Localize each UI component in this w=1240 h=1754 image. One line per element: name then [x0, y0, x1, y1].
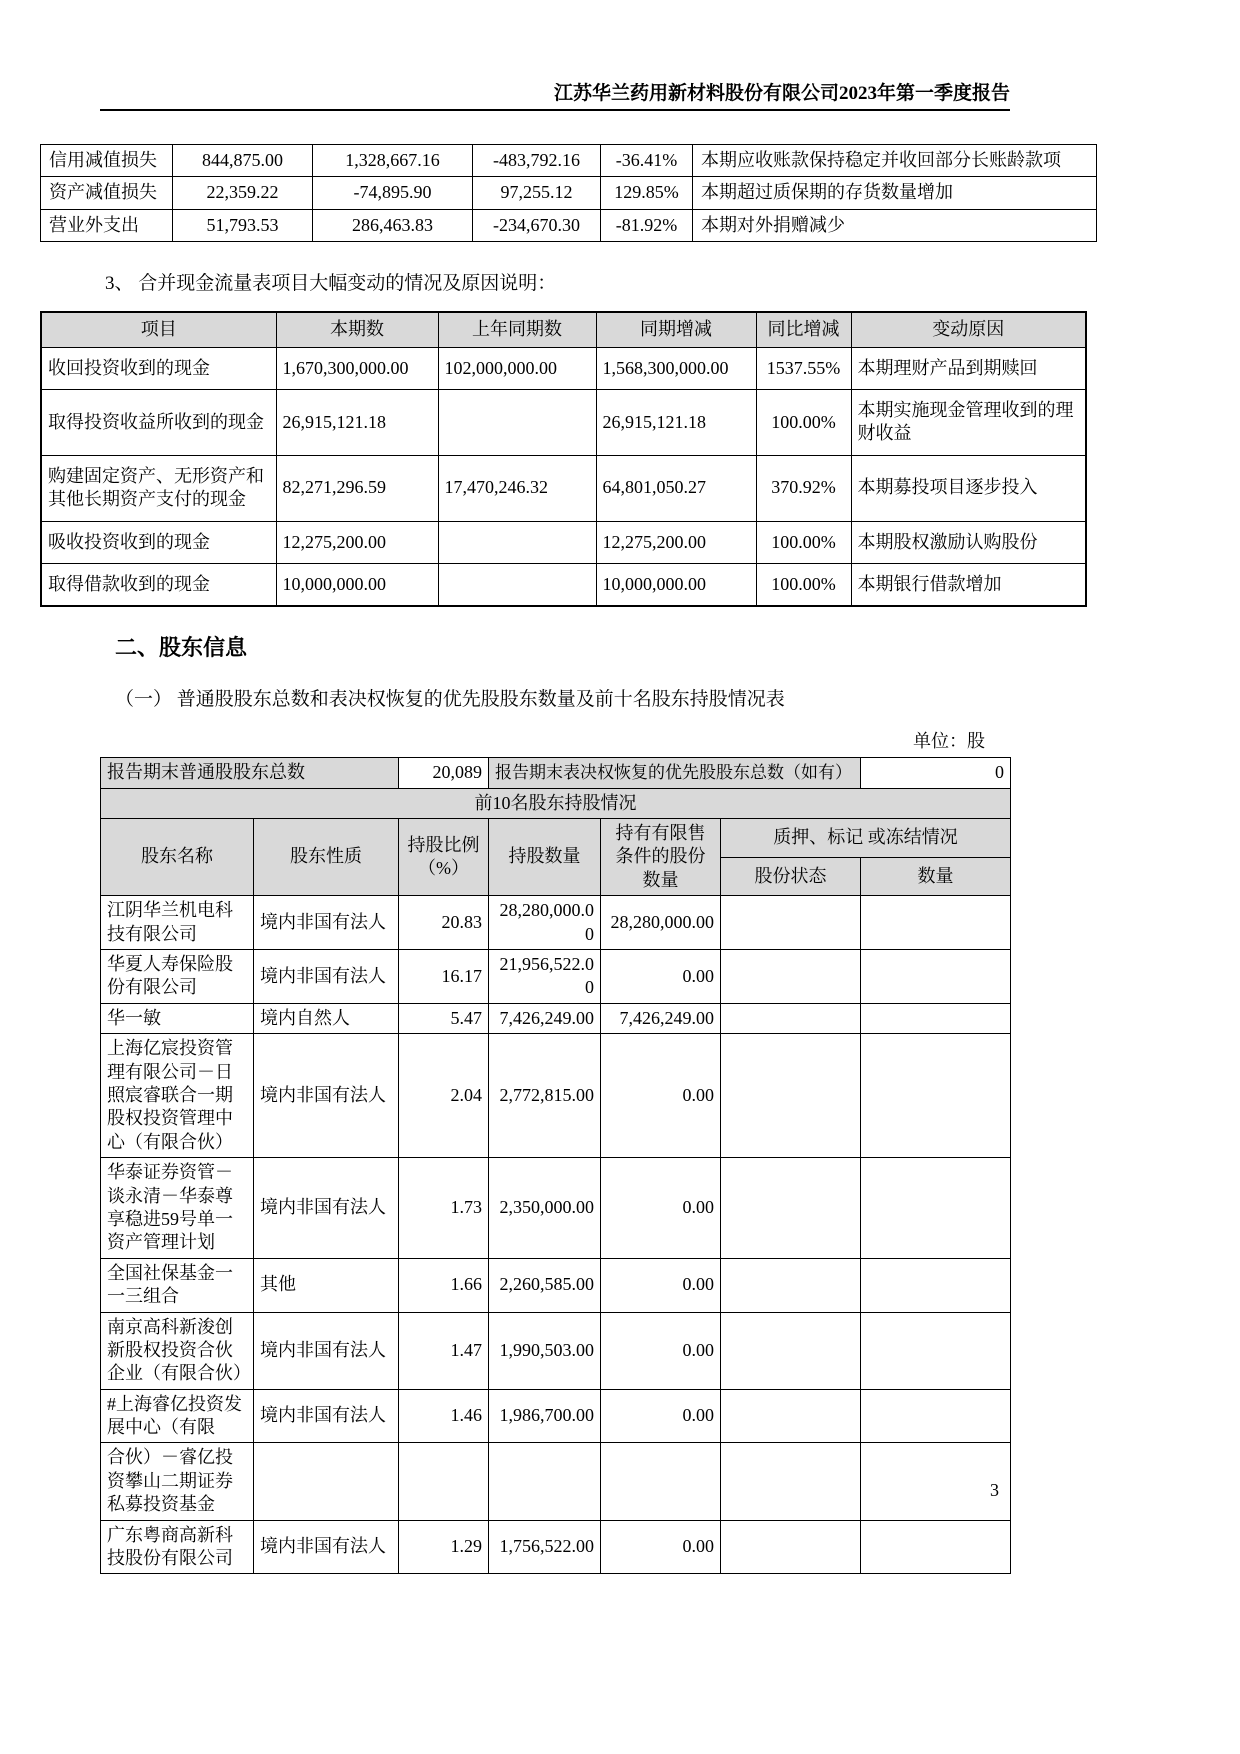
- cell-current: 26,915,121.18: [276, 389, 438, 455]
- table-row: [41, 521, 1086, 563]
- cell-ratio: 20.83: [399, 896, 489, 950]
- col-header-share-status: 股份状态: [721, 857, 861, 896]
- col-header-pledge: 质押、标记 或冻结情况: [721, 819, 1011, 858]
- common-shareholders-total-value: 20,089: [399, 758, 489, 788]
- cell-restricted: 28,280,000.00: [601, 896, 721, 950]
- cell-ratio: 16.17: [399, 950, 489, 1004]
- cell-quantity: 1,990,503.00: [489, 1312, 601, 1389]
- cell-restricted: 0.00: [601, 1258, 721, 1312]
- shareholder-row: [101, 1003, 1011, 1033]
- shareholder-row: [101, 1443, 1011, 1520]
- cell-quantity: [489, 1443, 601, 1520]
- cell-change-pct: 1537.55%: [756, 347, 851, 389]
- shareholder-row: [101, 896, 1011, 950]
- cell-amount: [861, 950, 1011, 1004]
- cell-share-status: [721, 1389, 861, 1443]
- page-number: 3: [990, 1480, 999, 1500]
- cell-item: 取得借款收到的现金: [41, 563, 276, 606]
- cell-share-status: [721, 1312, 861, 1389]
- cell-change: 1,568,300,000.00: [596, 347, 756, 389]
- cell-current: 10,000,000.00: [276, 563, 438, 606]
- cell-ratio: 5.47: [399, 1003, 489, 1033]
- preferred-shareholders-total-value: 0: [861, 758, 1011, 788]
- section-heading: 二、股东信息: [115, 635, 248, 661]
- cell-amount: [861, 1258, 1011, 1312]
- col-header-nature: 股东性质: [254, 819, 399, 896]
- cashflow-note-title: 3、 合并现金流量表项目大幅变动的情况及原因说明：: [105, 273, 557, 295]
- cell-current: 82,271,296.59: [276, 455, 438, 521]
- cell-change: -483,792.16: [473, 145, 601, 177]
- col-header-restricted: 持有有限售条件的股份数量: [601, 819, 721, 896]
- cell-prior: 286,463.83: [313, 209, 473, 241]
- cell-item: 资产减值损失: [41, 177, 173, 209]
- cell-current: 844,875.00: [173, 145, 313, 177]
- cell-item: 营业外支出: [41, 209, 173, 241]
- cell-reason: 本期超过质保期的存货数量增加: [693, 177, 1097, 209]
- cell-share-status: [721, 1258, 861, 1312]
- cell-restricted: 0.00: [601, 1312, 721, 1389]
- col-header-reason: 变动原因: [851, 312, 1086, 347]
- cell-quantity: 1,756,522.00: [489, 1520, 601, 1574]
- cell-ratio: 1.66: [399, 1258, 489, 1312]
- cell-shareholder-name: #上海睿亿投资发展中心（有限: [101, 1389, 254, 1443]
- cell-change: -234,670.30: [473, 209, 601, 241]
- cell-quantity: 21,956,522.00: [489, 950, 601, 1004]
- preferred-shareholders-total-label: 报告期末表决权恢复的优先股股东总数（如有）: [489, 758, 861, 788]
- cell-change-pct: 370.92%: [756, 455, 851, 521]
- cell-nature: [254, 1443, 399, 1520]
- cell-reason: 本期应收账款保持稳定并收回部分长账龄款项: [693, 145, 1097, 177]
- common-shareholders-total-label: 报告期末普通股股东总数: [101, 758, 399, 788]
- cell-nature: 境内非国有法人: [254, 1389, 399, 1443]
- cell-current: 51,793.53: [173, 209, 313, 241]
- cell-quantity: 2,772,815.00: [489, 1034, 601, 1158]
- col-header-prior: 上年同期数: [438, 312, 596, 347]
- cell-ratio: 1.29: [399, 1520, 489, 1574]
- table-row: [41, 389, 1086, 455]
- col-header-current: 本期数: [276, 312, 438, 347]
- shareholder-row: [101, 950, 1011, 1004]
- col-header-item: 项目: [41, 312, 276, 347]
- cell-quantity: 28,280,000.00: [489, 896, 601, 950]
- cell-amount: [861, 1003, 1011, 1033]
- table-row: [41, 209, 1097, 241]
- col-header-amount: 数量: [861, 857, 1011, 896]
- cell-ratio: 2.04: [399, 1034, 489, 1158]
- cell-change: 10,000,000.00: [596, 563, 756, 606]
- shareholder-row: [101, 1312, 1011, 1389]
- cell-nature: 境内非国有法人: [254, 950, 399, 1004]
- cell-restricted: 0.00: [601, 1389, 721, 1443]
- cell-quantity: 2,350,000.00: [489, 1158, 601, 1259]
- col-header-change: 同期增减: [596, 312, 756, 347]
- cell-amount: [861, 1443, 1011, 1520]
- cell-share-status: [721, 896, 861, 950]
- cell-ratio: [399, 1443, 489, 1520]
- cell-item: 收回投资收到的现金: [41, 347, 276, 389]
- cell-prior: 1,328,667.16: [313, 145, 473, 177]
- cell-prior: 17,470,246.32: [438, 455, 596, 521]
- cell-nature: 境内非国有法人: [254, 896, 399, 950]
- cell-change-pct: 100.00%: [756, 521, 851, 563]
- cell-amount: [861, 1312, 1011, 1389]
- col-header-change-pct: 同比增减: [756, 312, 851, 347]
- cell-restricted: [601, 1443, 721, 1520]
- col-header-ratio: 持股比例（%）: [399, 819, 489, 896]
- cell-reason: 本期股权激励认购股份: [851, 521, 1086, 563]
- cell-restricted: 7,426,249.00: [601, 1003, 721, 1033]
- impairment-table: [40, 144, 1097, 242]
- cell-nature: 境内非国有法人: [254, 1520, 399, 1574]
- cell-shareholder-name: 南京高科新浚创新股权投资合伙企业（有限合伙）: [101, 1312, 254, 1389]
- cell-shareholder-name: 江阴华兰机电科技有限公司: [101, 896, 254, 950]
- cell-shareholder-name: 华一敏: [101, 1003, 254, 1033]
- shareholder-table: [100, 757, 1011, 1574]
- cell-restricted: 0.00: [601, 950, 721, 1004]
- cell-change: 26,915,121.18: [596, 389, 756, 455]
- cell-change-pct: 100.00%: [756, 563, 851, 606]
- cell-amount: [861, 1034, 1011, 1158]
- cell-prior: -74,895.90: [313, 177, 473, 209]
- cell-share-status: [721, 1003, 861, 1033]
- cell-share-status: [721, 1520, 861, 1574]
- cell-reason: 本期实施现金管理收到的理财收益: [851, 389, 1086, 455]
- cell-restricted: 0.00: [601, 1520, 721, 1574]
- cell-prior: [438, 563, 596, 606]
- cell-share-status: [721, 1034, 861, 1158]
- table-row: [41, 177, 1097, 209]
- cell-current: 12,275,200.00: [276, 521, 438, 563]
- cell-ratio: 1.47: [399, 1312, 489, 1389]
- col-header-name: 股东名称: [101, 819, 254, 896]
- table-row: [41, 347, 1086, 389]
- cell-nature: 境内非国有法人: [254, 1034, 399, 1158]
- cell-shareholder-name: 上海亿宸投资管理有限公司－日照宸睿联合一期股权投资管理中心（有限合伙）: [101, 1034, 254, 1158]
- cell-item: 购建固定资产、无形资产和其他长期资产支付的现金: [41, 455, 276, 521]
- cell-nature: 其他: [254, 1258, 399, 1312]
- top10-title-row: [101, 788, 1011, 818]
- cell-change: 64,801,050.27: [596, 455, 756, 521]
- cell-amount: [861, 896, 1011, 950]
- cell-amount: [861, 1520, 1011, 1574]
- cell-ratio: 1.73: [399, 1158, 489, 1259]
- cell-amount: [861, 1389, 1011, 1443]
- cell-change-pct: 100.00%: [756, 389, 851, 455]
- cell-quantity: 7,426,249.00: [489, 1003, 601, 1033]
- cell-quantity: 2,260,585.00: [489, 1258, 601, 1312]
- cell-change-pct: 129.85%: [601, 177, 693, 209]
- shareholder-row: [101, 1258, 1011, 1312]
- table-header-row: [101, 819, 1011, 858]
- cell-change-pct: -81.92%: [601, 209, 693, 241]
- cell-ratio: 1.46: [399, 1389, 489, 1443]
- cell-amount: [861, 1158, 1011, 1259]
- shareholder-row: [101, 1034, 1011, 1158]
- cell-change: 97,255.12: [473, 177, 601, 209]
- cell-item: 信用减值损失: [41, 145, 173, 177]
- cell-item: 取得投资收益所收到的现金: [41, 389, 276, 455]
- cell-prior: [438, 521, 596, 563]
- top10-title: 前10名股东持股情况: [101, 788, 1011, 818]
- cell-shareholder-name: 广东粤商高新科技股份有限公司: [101, 1520, 254, 1574]
- cell-share-status: [721, 950, 861, 1004]
- header-divider: [100, 109, 1010, 111]
- cell-reason: 本期理财产品到期赎回: [851, 347, 1086, 389]
- cell-nature: 境内非国有法人: [254, 1158, 399, 1259]
- cell-current: 1,670,300,000.00: [276, 347, 438, 389]
- report-title: 江苏华兰药用新材料股份有限公司2023年第一季度报告: [553, 83, 1010, 104]
- col-header-quantity: 持股数量: [489, 819, 601, 896]
- shareholder-row: [101, 1389, 1011, 1443]
- table-header-row: [41, 312, 1086, 347]
- cell-restricted: 0.00: [601, 1034, 721, 1158]
- cell-current: 22,359.22: [173, 177, 313, 209]
- cell-shareholder-name: 华夏人寿保险股份有限公司: [101, 950, 254, 1004]
- shareholder-row: [101, 1520, 1011, 1574]
- totals-row: [101, 758, 1011, 788]
- cashflow-table: [40, 311, 1087, 607]
- table-row: [41, 145, 1097, 177]
- cell-reason: 本期对外捐赠减少: [693, 209, 1097, 241]
- section-subheading: （一） 普通股股东总数和表决权恢复的优先股股东数量及前十名股东持股情况表: [115, 689, 785, 711]
- cell-reason: 本期募投项目逐步投入: [851, 455, 1086, 521]
- cell-nature: 境内自然人: [254, 1003, 399, 1033]
- unit-label: 单位：股: [913, 731, 985, 752]
- cell-shareholder-name: 华泰证券资管－谈永清－华泰尊享稳进59号单一资产管理计划: [101, 1158, 254, 1259]
- cell-quantity: 1,986,700.00: [489, 1389, 601, 1443]
- cell-share-status: [721, 1158, 861, 1259]
- cell-prior: [438, 389, 596, 455]
- cell-prior: 102,000,000.00: [438, 347, 596, 389]
- cell-restricted: 0.00: [601, 1158, 721, 1259]
- cell-change: 12,275,200.00: [596, 521, 756, 563]
- table-row: [41, 455, 1086, 521]
- cell-shareholder-name: 全国社保基金一一三组合: [101, 1258, 254, 1312]
- cell-item: 吸收投资收到的现金: [41, 521, 276, 563]
- cell-shareholder-name: 合伙）－睿亿投资攀山二期证券私募投资基金: [101, 1443, 254, 1520]
- cell-change-pct: -36.41%: [601, 145, 693, 177]
- table-row: [41, 563, 1086, 606]
- cell-share-status: [721, 1443, 861, 1520]
- shareholder-row: [101, 1158, 1011, 1259]
- cell-reason: 本期银行借款增加: [851, 563, 1086, 606]
- cell-nature: 境内非国有法人: [254, 1312, 399, 1389]
